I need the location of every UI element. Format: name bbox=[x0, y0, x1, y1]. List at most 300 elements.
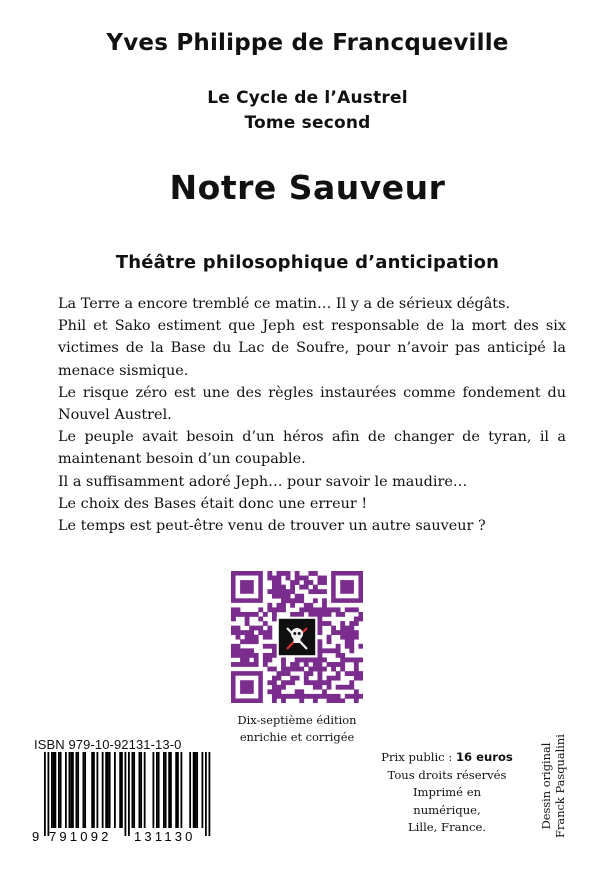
author-name: Yves Philippe de Francqueville bbox=[106, 30, 509, 56]
qr-module bbox=[340, 667, 345, 672]
qr-module bbox=[263, 612, 268, 617]
qr-module bbox=[299, 698, 304, 703]
qr-module bbox=[354, 667, 359, 672]
qr-module bbox=[340, 635, 345, 640]
qr-module bbox=[308, 580, 313, 585]
qr-module bbox=[281, 594, 286, 599]
qr-module bbox=[327, 621, 332, 626]
qr-module bbox=[336, 630, 341, 635]
qr-module bbox=[317, 644, 322, 649]
qr-module bbox=[281, 662, 286, 667]
rights-line: Tous droits réservés bbox=[387, 767, 507, 782]
qr-module bbox=[317, 617, 322, 622]
qr-module bbox=[295, 694, 300, 699]
qr-module bbox=[277, 689, 282, 694]
barcode-bar bbox=[109, 752, 111, 828]
barcode-digits-right: 131130 bbox=[134, 829, 196, 844]
qr-module bbox=[295, 594, 300, 599]
qr-module bbox=[249, 653, 254, 658]
qr-module bbox=[281, 589, 286, 594]
barcode-bar bbox=[105, 752, 107, 828]
qr-module bbox=[349, 607, 354, 612]
qr-module bbox=[267, 657, 272, 662]
qr-module bbox=[308, 694, 313, 699]
qr-module bbox=[313, 662, 318, 667]
qr-module bbox=[304, 662, 309, 667]
qr-module bbox=[272, 648, 277, 653]
qr-module bbox=[281, 657, 286, 662]
qr-module bbox=[231, 653, 236, 658]
qr-module bbox=[345, 671, 350, 676]
qr-module bbox=[258, 607, 263, 612]
qr-module bbox=[236, 612, 241, 617]
qr-module bbox=[304, 585, 309, 590]
qr-module bbox=[240, 612, 245, 617]
synopsis-paragraph: Il a suffisamment adoré Jeph… pour savoir le maudire… bbox=[58, 473, 468, 490]
barcode-bar bbox=[114, 752, 116, 828]
barcode-bar bbox=[189, 752, 191, 828]
qr-module bbox=[317, 576, 322, 581]
qr-module bbox=[272, 585, 277, 590]
synopsis-paragraph: La Terre a encore tremblé ce matin… Il y a de sérieux dégâts. bbox=[58, 296, 511, 312]
edition-note bbox=[210, 712, 384, 746]
barcode-digits-left: 791092 bbox=[49, 829, 112, 844]
qr-module bbox=[317, 648, 322, 653]
barcode-bar bbox=[195, 752, 197, 828]
barcode-bar bbox=[144, 752, 146, 828]
barcode-bar bbox=[55, 752, 57, 828]
qr-module bbox=[290, 667, 295, 672]
qr-module bbox=[349, 639, 354, 644]
qr-module bbox=[263, 635, 268, 640]
qr-module bbox=[231, 630, 236, 635]
qr-module bbox=[299, 594, 304, 599]
barcode-bars bbox=[44, 752, 210, 836]
qr-module bbox=[272, 689, 277, 694]
qr-module bbox=[286, 680, 291, 685]
barcode-bar bbox=[125, 752, 127, 836]
qr-module bbox=[267, 607, 272, 612]
qr-module bbox=[340, 698, 345, 703]
qr-code[interactable] bbox=[231, 571, 363, 703]
barcode-bar bbox=[91, 752, 93, 828]
qr-module bbox=[263, 662, 268, 667]
barcode-bar bbox=[83, 752, 85, 828]
qr-module bbox=[322, 612, 327, 617]
qr-module bbox=[240, 630, 245, 635]
barcode-bar bbox=[196, 752, 198, 828]
synopsis-paragraph: Le risque zéro est une des règles instaurées comme fondement du Nouvel Austrel. bbox=[58, 384, 566, 424]
qr-module bbox=[299, 598, 304, 603]
qr-module bbox=[231, 626, 236, 631]
qr-module bbox=[331, 667, 336, 672]
qr-module bbox=[272, 694, 277, 699]
qr-module bbox=[327, 676, 332, 681]
qr-module bbox=[272, 589, 277, 594]
qr-module bbox=[322, 598, 327, 603]
price-block bbox=[378, 749, 516, 837]
qr-module bbox=[304, 580, 309, 585]
qr-module bbox=[308, 603, 313, 608]
qr-module bbox=[336, 694, 341, 699]
qr-module bbox=[308, 607, 313, 612]
qr-module bbox=[336, 676, 341, 681]
qr-module bbox=[272, 617, 277, 622]
barcode-bar bbox=[128, 752, 130, 836]
qr-module bbox=[236, 626, 241, 631]
qr-module bbox=[358, 671, 363, 676]
qr-module bbox=[317, 662, 322, 667]
qr-module bbox=[358, 644, 363, 649]
qr-module bbox=[249, 630, 254, 635]
qr-module bbox=[313, 612, 318, 617]
barcode-bar bbox=[76, 752, 78, 828]
credit-line: Franck Pasqualini bbox=[553, 734, 567, 838]
qr-module bbox=[281, 694, 286, 699]
qr-module bbox=[304, 680, 309, 685]
qr-module bbox=[313, 680, 318, 685]
qr-module bbox=[354, 694, 359, 699]
qr-module bbox=[322, 589, 327, 594]
qr-module bbox=[313, 694, 318, 699]
qr-module bbox=[345, 694, 350, 699]
qr-module bbox=[272, 685, 277, 690]
qr-module bbox=[290, 680, 295, 685]
qr-module bbox=[254, 639, 259, 644]
qr-module bbox=[349, 635, 354, 640]
qr-module bbox=[308, 589, 313, 594]
qr-module bbox=[313, 607, 318, 612]
barcode-bar bbox=[165, 752, 167, 828]
qr-module bbox=[345, 685, 350, 690]
qr-module bbox=[304, 576, 309, 581]
qr-module bbox=[281, 571, 286, 576]
qr-module bbox=[286, 598, 291, 603]
qr-module bbox=[322, 689, 327, 694]
qr-module bbox=[317, 589, 322, 594]
qr-module bbox=[286, 589, 291, 594]
qr-module bbox=[317, 671, 322, 676]
qr-module bbox=[245, 657, 250, 662]
qr-module bbox=[354, 671, 359, 676]
qr-module bbox=[308, 680, 313, 685]
qr-module bbox=[254, 635, 259, 640]
barcode-bar bbox=[93, 752, 95, 828]
qr-module bbox=[236, 662, 241, 667]
qr-module bbox=[263, 630, 268, 635]
qr-module bbox=[277, 589, 282, 594]
qr-module bbox=[272, 644, 277, 649]
barcode-bar bbox=[65, 752, 67, 828]
qr-module bbox=[304, 671, 309, 676]
qr-module bbox=[236, 630, 241, 635]
qr-module bbox=[354, 676, 359, 681]
qr-module bbox=[231, 607, 236, 612]
qr-module bbox=[354, 657, 359, 662]
qr-module bbox=[240, 648, 245, 653]
qr-module bbox=[240, 653, 245, 658]
qr-module bbox=[340, 685, 345, 690]
price-amount: 16 euros bbox=[455, 750, 513, 764]
qr-module bbox=[286, 571, 291, 576]
qr-module bbox=[249, 639, 254, 644]
qr-module bbox=[258, 630, 263, 635]
barcode bbox=[30, 752, 218, 844]
barcode-bar bbox=[140, 752, 142, 828]
qr-module bbox=[267, 576, 272, 581]
qr-module bbox=[331, 630, 336, 635]
qr-module bbox=[281, 607, 286, 612]
barcode-bar bbox=[53, 752, 55, 828]
qr-module bbox=[358, 657, 363, 662]
qr-module bbox=[349, 657, 354, 662]
qr-module bbox=[277, 580, 282, 585]
qr-module bbox=[299, 689, 304, 694]
qr-module bbox=[340, 662, 345, 667]
qr-module bbox=[304, 694, 309, 699]
qr-module bbox=[272, 607, 277, 612]
qr-module bbox=[281, 671, 286, 676]
barcode-bar bbox=[77, 752, 79, 828]
qr-module bbox=[331, 626, 336, 631]
barcode-bar bbox=[139, 752, 141, 828]
qr-module bbox=[349, 648, 354, 653]
qr-module bbox=[254, 662, 259, 667]
qr-module bbox=[295, 657, 300, 662]
qr-module bbox=[263, 644, 268, 649]
synopsis-paragraph: Le choix des Bases était donc une erreur ! bbox=[58, 495, 368, 512]
qr-module bbox=[354, 621, 359, 626]
qr-module bbox=[267, 644, 272, 649]
qr-module bbox=[358, 676, 363, 681]
qr-module bbox=[245, 617, 250, 622]
qr-module bbox=[308, 571, 313, 576]
barcode-bar bbox=[84, 752, 86, 828]
qr-module bbox=[231, 648, 236, 653]
qr-module bbox=[295, 576, 300, 581]
qr-module bbox=[290, 612, 295, 617]
qr-module bbox=[263, 653, 268, 658]
qr-module bbox=[267, 603, 272, 608]
qr-module bbox=[249, 648, 254, 653]
qr-module bbox=[267, 630, 272, 635]
qr-module bbox=[317, 680, 322, 685]
barcode-bar bbox=[58, 752, 60, 828]
qr-module bbox=[327, 635, 332, 640]
qr-module bbox=[254, 657, 259, 662]
qr-module bbox=[272, 667, 277, 672]
qr-module bbox=[349, 685, 354, 690]
barcode-bar bbox=[121, 752, 123, 828]
qr-module bbox=[281, 667, 286, 672]
qr-module bbox=[236, 644, 241, 649]
qr-module bbox=[286, 694, 291, 699]
edition-line: Dix-septième édition bbox=[237, 713, 357, 727]
qr-module bbox=[272, 576, 277, 581]
qr-module bbox=[340, 612, 345, 617]
qr-module bbox=[245, 653, 250, 658]
barcode-digit-lead: 9 bbox=[32, 829, 40, 844]
barcode-bar bbox=[202, 752, 204, 828]
qr-module bbox=[331, 698, 336, 703]
qr-module bbox=[254, 612, 259, 617]
qr-module bbox=[267, 680, 272, 685]
qr-module bbox=[322, 576, 327, 581]
qr-module bbox=[295, 598, 300, 603]
qr-module bbox=[322, 607, 327, 612]
price-label: Prix public : bbox=[381, 750, 453, 764]
qr-module bbox=[286, 594, 291, 599]
qr-module bbox=[336, 685, 341, 690]
barcode-bar bbox=[70, 752, 72, 828]
qr-module bbox=[322, 667, 327, 672]
qr-module bbox=[281, 598, 286, 603]
qr-module bbox=[317, 657, 322, 662]
qr-module bbox=[331, 676, 336, 681]
qr-module bbox=[336, 644, 341, 649]
book-title: Notre Sauveur bbox=[169, 168, 446, 207]
qr-module bbox=[349, 694, 354, 699]
qr-module bbox=[327, 612, 332, 617]
qr-module bbox=[331, 607, 336, 612]
qr-module bbox=[245, 635, 250, 640]
qr-module bbox=[267, 626, 272, 631]
qr-module bbox=[313, 685, 318, 690]
qr-module bbox=[317, 694, 322, 699]
qr-module bbox=[322, 648, 327, 653]
qr-module bbox=[245, 639, 250, 644]
qr-module bbox=[313, 585, 318, 590]
qr-module bbox=[345, 639, 350, 644]
qr-module bbox=[308, 657, 313, 662]
qr-module bbox=[286, 576, 291, 581]
qr-module bbox=[295, 571, 300, 576]
barcode-bar bbox=[153, 752, 155, 828]
qr-module bbox=[327, 662, 332, 667]
credit-line: Dessin original bbox=[539, 742, 553, 830]
barcode-bar bbox=[181, 752, 183, 828]
qr-module bbox=[304, 676, 309, 681]
qr-module bbox=[254, 653, 259, 658]
qr-module bbox=[277, 571, 282, 576]
qr-module bbox=[322, 680, 327, 685]
qr-module bbox=[313, 698, 318, 703]
qr-module bbox=[249, 626, 254, 631]
qr-module bbox=[277, 607, 282, 612]
barcode-bar bbox=[119, 752, 121, 828]
qr-module bbox=[317, 653, 322, 658]
qr-module bbox=[345, 630, 350, 635]
qr-module bbox=[272, 612, 277, 617]
qr-module bbox=[327, 639, 332, 644]
barcode-bar bbox=[170, 752, 172, 828]
qr-module bbox=[295, 612, 300, 617]
qr-module bbox=[327, 685, 332, 690]
qr-module bbox=[295, 689, 300, 694]
qr-module bbox=[231, 662, 236, 667]
qr-module bbox=[245, 648, 250, 653]
place-line: Lille, France. bbox=[407, 820, 487, 834]
qr-module bbox=[258, 617, 263, 622]
qr-module bbox=[299, 585, 304, 590]
qr-module bbox=[290, 694, 295, 699]
qr-module bbox=[249, 635, 254, 640]
barcode-bar bbox=[209, 752, 211, 836]
qr-module bbox=[345, 626, 350, 631]
qr-module bbox=[245, 621, 250, 626]
barcode-bar bbox=[156, 752, 158, 828]
qr-module bbox=[236, 648, 241, 653]
synopsis-paragraph: Le peuple avait besoin d’un héros afin de changer de tyran, il a maintenant besoin d’un coupable. bbox=[58, 429, 566, 468]
qr-module bbox=[267, 635, 272, 640]
barcode-bar bbox=[97, 752, 99, 828]
qr-module bbox=[317, 639, 322, 644]
qr-module bbox=[317, 685, 322, 690]
barcode-bar bbox=[107, 752, 109, 828]
qr-module bbox=[290, 580, 295, 585]
qr-module bbox=[299, 694, 304, 699]
qr-module bbox=[267, 589, 272, 594]
qr-module bbox=[272, 676, 277, 681]
synopsis-paragraph: Le temps est peut-être venu de trouver un autre sauveur ? bbox=[58, 518, 486, 535]
qr-module bbox=[322, 657, 327, 662]
qr-module bbox=[236, 653, 241, 658]
barcode-bar bbox=[177, 752, 179, 828]
qr-module bbox=[308, 612, 313, 617]
illustration-credit bbox=[539, 711, 575, 861]
qr-module bbox=[290, 598, 295, 603]
qr-module bbox=[331, 662, 336, 667]
qr-module bbox=[331, 694, 336, 699]
qr-module bbox=[313, 657, 318, 662]
qr-module bbox=[349, 630, 354, 635]
barcode-bar bbox=[51, 752, 53, 828]
qr-module bbox=[322, 603, 327, 608]
qr-module bbox=[286, 671, 291, 676]
qr-module bbox=[322, 580, 327, 585]
qr-module bbox=[345, 607, 350, 612]
barcode-bar bbox=[175, 752, 177, 828]
qr-module bbox=[317, 621, 322, 626]
qr-module bbox=[299, 576, 304, 581]
qr-module bbox=[336, 648, 341, 653]
qr-module bbox=[277, 694, 282, 699]
qr-module bbox=[272, 680, 277, 685]
qr-module bbox=[272, 594, 277, 599]
qr-module bbox=[308, 667, 313, 672]
qr-module bbox=[240, 639, 245, 644]
qr-module bbox=[281, 680, 286, 685]
qr-module bbox=[245, 630, 250, 635]
qr-module bbox=[236, 607, 241, 612]
qr-module bbox=[354, 689, 359, 694]
qr-module bbox=[254, 626, 259, 631]
qr-module bbox=[267, 667, 272, 672]
qr-module bbox=[336, 662, 341, 667]
series-title: Le Cycle de l’Austrel bbox=[207, 88, 408, 108]
qr-module bbox=[349, 644, 354, 649]
qr-module bbox=[354, 662, 359, 667]
qr-module bbox=[290, 589, 295, 594]
barcode-bar bbox=[163, 752, 165, 828]
qr-module bbox=[231, 617, 236, 622]
qr-module bbox=[277, 676, 282, 681]
printing-line: Imprimé en numérique, bbox=[412, 785, 482, 817]
barcode-bar bbox=[69, 752, 71, 828]
qr-module bbox=[272, 580, 277, 585]
qr-module bbox=[317, 626, 322, 631]
qr-module bbox=[299, 612, 304, 617]
